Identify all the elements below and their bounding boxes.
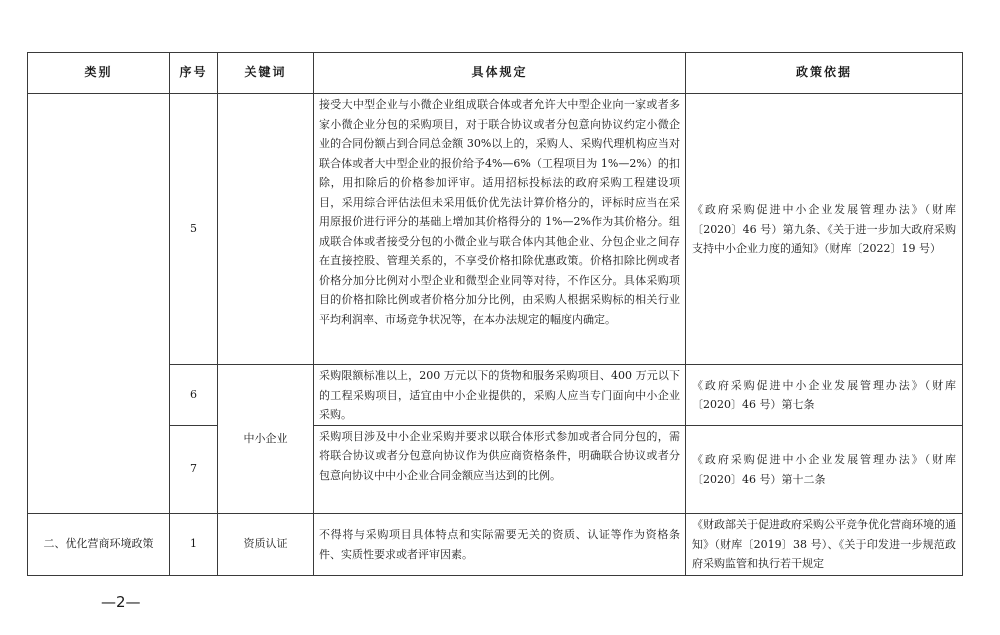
row-number: 1 xyxy=(170,513,218,575)
table-header-row xyxy=(28,53,963,94)
policy-basis: 《政府采购促进中小企业发展管理办法》（财库〔2020〕46 号）第七条 xyxy=(686,365,963,426)
row-number: 7 xyxy=(170,425,218,513)
policy-basis: 《政府采购促进中小企业发展管理办法》（财库〔2020〕46 号）第九条、《关于进一步加大政府采购支持中小企业力度的通知》（财库〔2022〕19 号） xyxy=(686,94,963,365)
keyword-cell: 中小企业 xyxy=(218,365,314,514)
header-basis: 政策依据 xyxy=(686,53,963,94)
row-number: 5 xyxy=(170,94,218,365)
header-regulation: 具体规定 xyxy=(314,53,686,94)
keyword-cell: 资质认证 xyxy=(218,513,314,575)
page-number: —2— xyxy=(101,593,141,611)
policy-table xyxy=(27,52,963,576)
regulation-text: 采购限额标准以上，200 万元以下的货物和服务采购项目、400 万元以下的工程采购项目，适宜由中小企业提供的，采购人应当专门面向中小企业采购。 xyxy=(314,365,686,426)
header-keyword: 关键词 xyxy=(218,53,314,94)
row-number: 6 xyxy=(170,365,218,426)
header-category: 类别 xyxy=(28,53,170,94)
regulation-text: 采购项目涉及中小企业采购并要求以联合体形式参加或者合同分包的，需将联合协议或者分包意向协议作为供应商资格条件，明确联合协议或者分包意向协议中中小企业合同金额应当达到的比例。 xyxy=(314,425,686,513)
policy-basis: 《财政部关于促进政府采购公平竞争优化营商环境的通知》（财库〔2019〕38 号）、《关于印发进一步规范政府采购监管和执行若干规定 xyxy=(686,513,963,575)
regulation-text: 不得将与采购项目具体特点和实际需要无关的资质、认证等作为资格条件、实质性要求或者评审因素。 xyxy=(314,513,686,575)
category-cell: 二、优化营商环境政策 xyxy=(28,513,170,575)
policy-basis: 《政府采购促进中小企业发展管理办法》（财库〔2020〕46 号）第十二条 xyxy=(686,425,963,513)
category-cell-empty xyxy=(28,94,170,514)
keyword-cell-empty xyxy=(218,94,314,365)
regulation-text: 接受大中型企业与小微企业组成联合体或者允许大中型企业向一家或者多家小微企业分包的采购项目，对于联合协议或者分包意向协议约定小微企业的合同份额占到合同总金额 30%以上的，采购人、采购代理机构应当对联合体或者大中型企业的报价给予4%—6%（工程项目为 1%—2%）的扣除，用扣除后的价格参加评审。适用招标投标法的政府采购工程建设项目，采用综合评估法但未采用低价优先法计算价格分的，评标时应当在采用原报价进行评分的基础上增加其价格得分的 1%—2%作为其价格分。组成联合体或者接受分包的小微企业与联合体内其他企业、分包企业之间存在直接控股、管理关系的，不享受价格扣除优惠政策。价格扣除比例或者价格分加分比例对小型企业和微型企业同等对待，不作区分。具体采购项目的价格扣除比例或者价格分加分比例，由采购人根据采购标的相关行业平均利润率、市场竞争状况等，在本办法规定的幅度内确定。 xyxy=(314,94,686,365)
header-number: 序号 xyxy=(170,53,218,94)
table-row xyxy=(28,513,963,575)
table-row xyxy=(28,94,963,365)
